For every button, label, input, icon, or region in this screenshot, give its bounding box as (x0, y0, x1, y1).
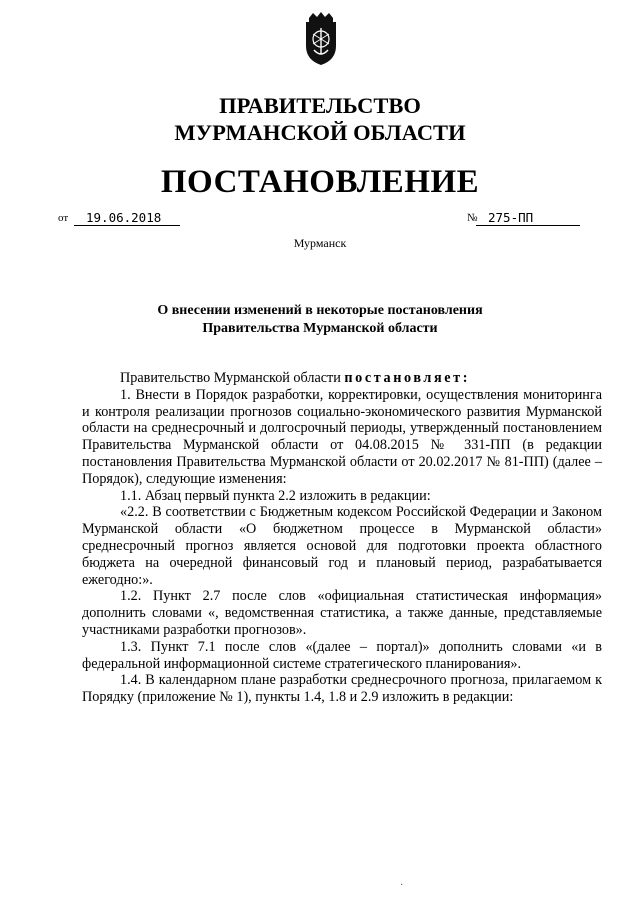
scan-mark: ·ﾞ (400, 880, 412, 891)
subject-line2: Правительства Мурманской области (202, 321, 438, 336)
document-date: 19.06.2018 (74, 210, 180, 226)
document-type: ПОСТАНОВЛЕНИЕ (160, 164, 480, 200)
paragraph-1-3: 1.3. Пункт 7.1 после слов «(далее – портал)» дополнить словами «и в федеральной информационной системе стратегического планирования». (82, 638, 602, 672)
intro-text: Правительство Мурманской области (120, 370, 345, 386)
date-prefix: от (58, 212, 69, 224)
intro-paragraph (82, 370, 602, 387)
government-title (0, 92, 640, 146)
date-number-row (58, 208, 590, 228)
paragraph-1-1: 1.1. Абзац первый пункта 2.2 изложить в редакции: (120, 487, 431, 504)
government-title-line1: ПРАВИТЕЛЬСТВО (219, 93, 421, 118)
document-number: 275-ПП (476, 210, 580, 226)
document-body (82, 370, 602, 706)
subject-line1: О внесении изменений в некоторые постановления (157, 303, 483, 318)
government-title-line2: МУРМАНСКОЙ ОБЛАСТИ (174, 120, 466, 145)
paragraph-2-2-quote: «2.2. В соответствии с Бюджетным кодексом Российской Федерации и Законом Мурманской области «О бюджетном процессе в Мурманской области» среднесрочный прогноз является основой для подготовки проекта областного бюджета на очередной финансовый год и плановый период, разрабатывается ежегодно:». (82, 504, 602, 588)
document-subject (0, 302, 640, 338)
paragraph-1-4: 1.4. В календарном плане разработки среднесрочного прогноза, прилагаемом к Порядку (приложение № 1), пункты 1.4, 1.8 и 2.9 изложить в редакции: (82, 672, 602, 706)
number-prefix: № (467, 212, 478, 224)
paragraph-1: 1. Внести в Порядок разработки, корректировки, осуществления мониторинга и контроля реализации прогнозов социально-экономического развития Мурманской области на среднесрочный и долгосрочный периоды, утвержденный постановлением Правительства Мурманской области от 04.08.2015 № 331-ПП (в редакции постановления Правительства Мурманской области от 20.02.2017 № 81-ПП) (далее – Порядок), следующие изменения: (82, 386, 602, 487)
intro-decree-word: постановляет: (344, 370, 471, 386)
coat-of-arms-icon (300, 12, 342, 66)
city: Мурманск (293, 236, 347, 250)
paragraph-1-2: 1.2. Пункт 2.7 после слов «официальная статистическая информация» дополнить словами «, ведомственная статистика, а также данные, представляемые участниками разработки прогнозов». (82, 588, 602, 638)
